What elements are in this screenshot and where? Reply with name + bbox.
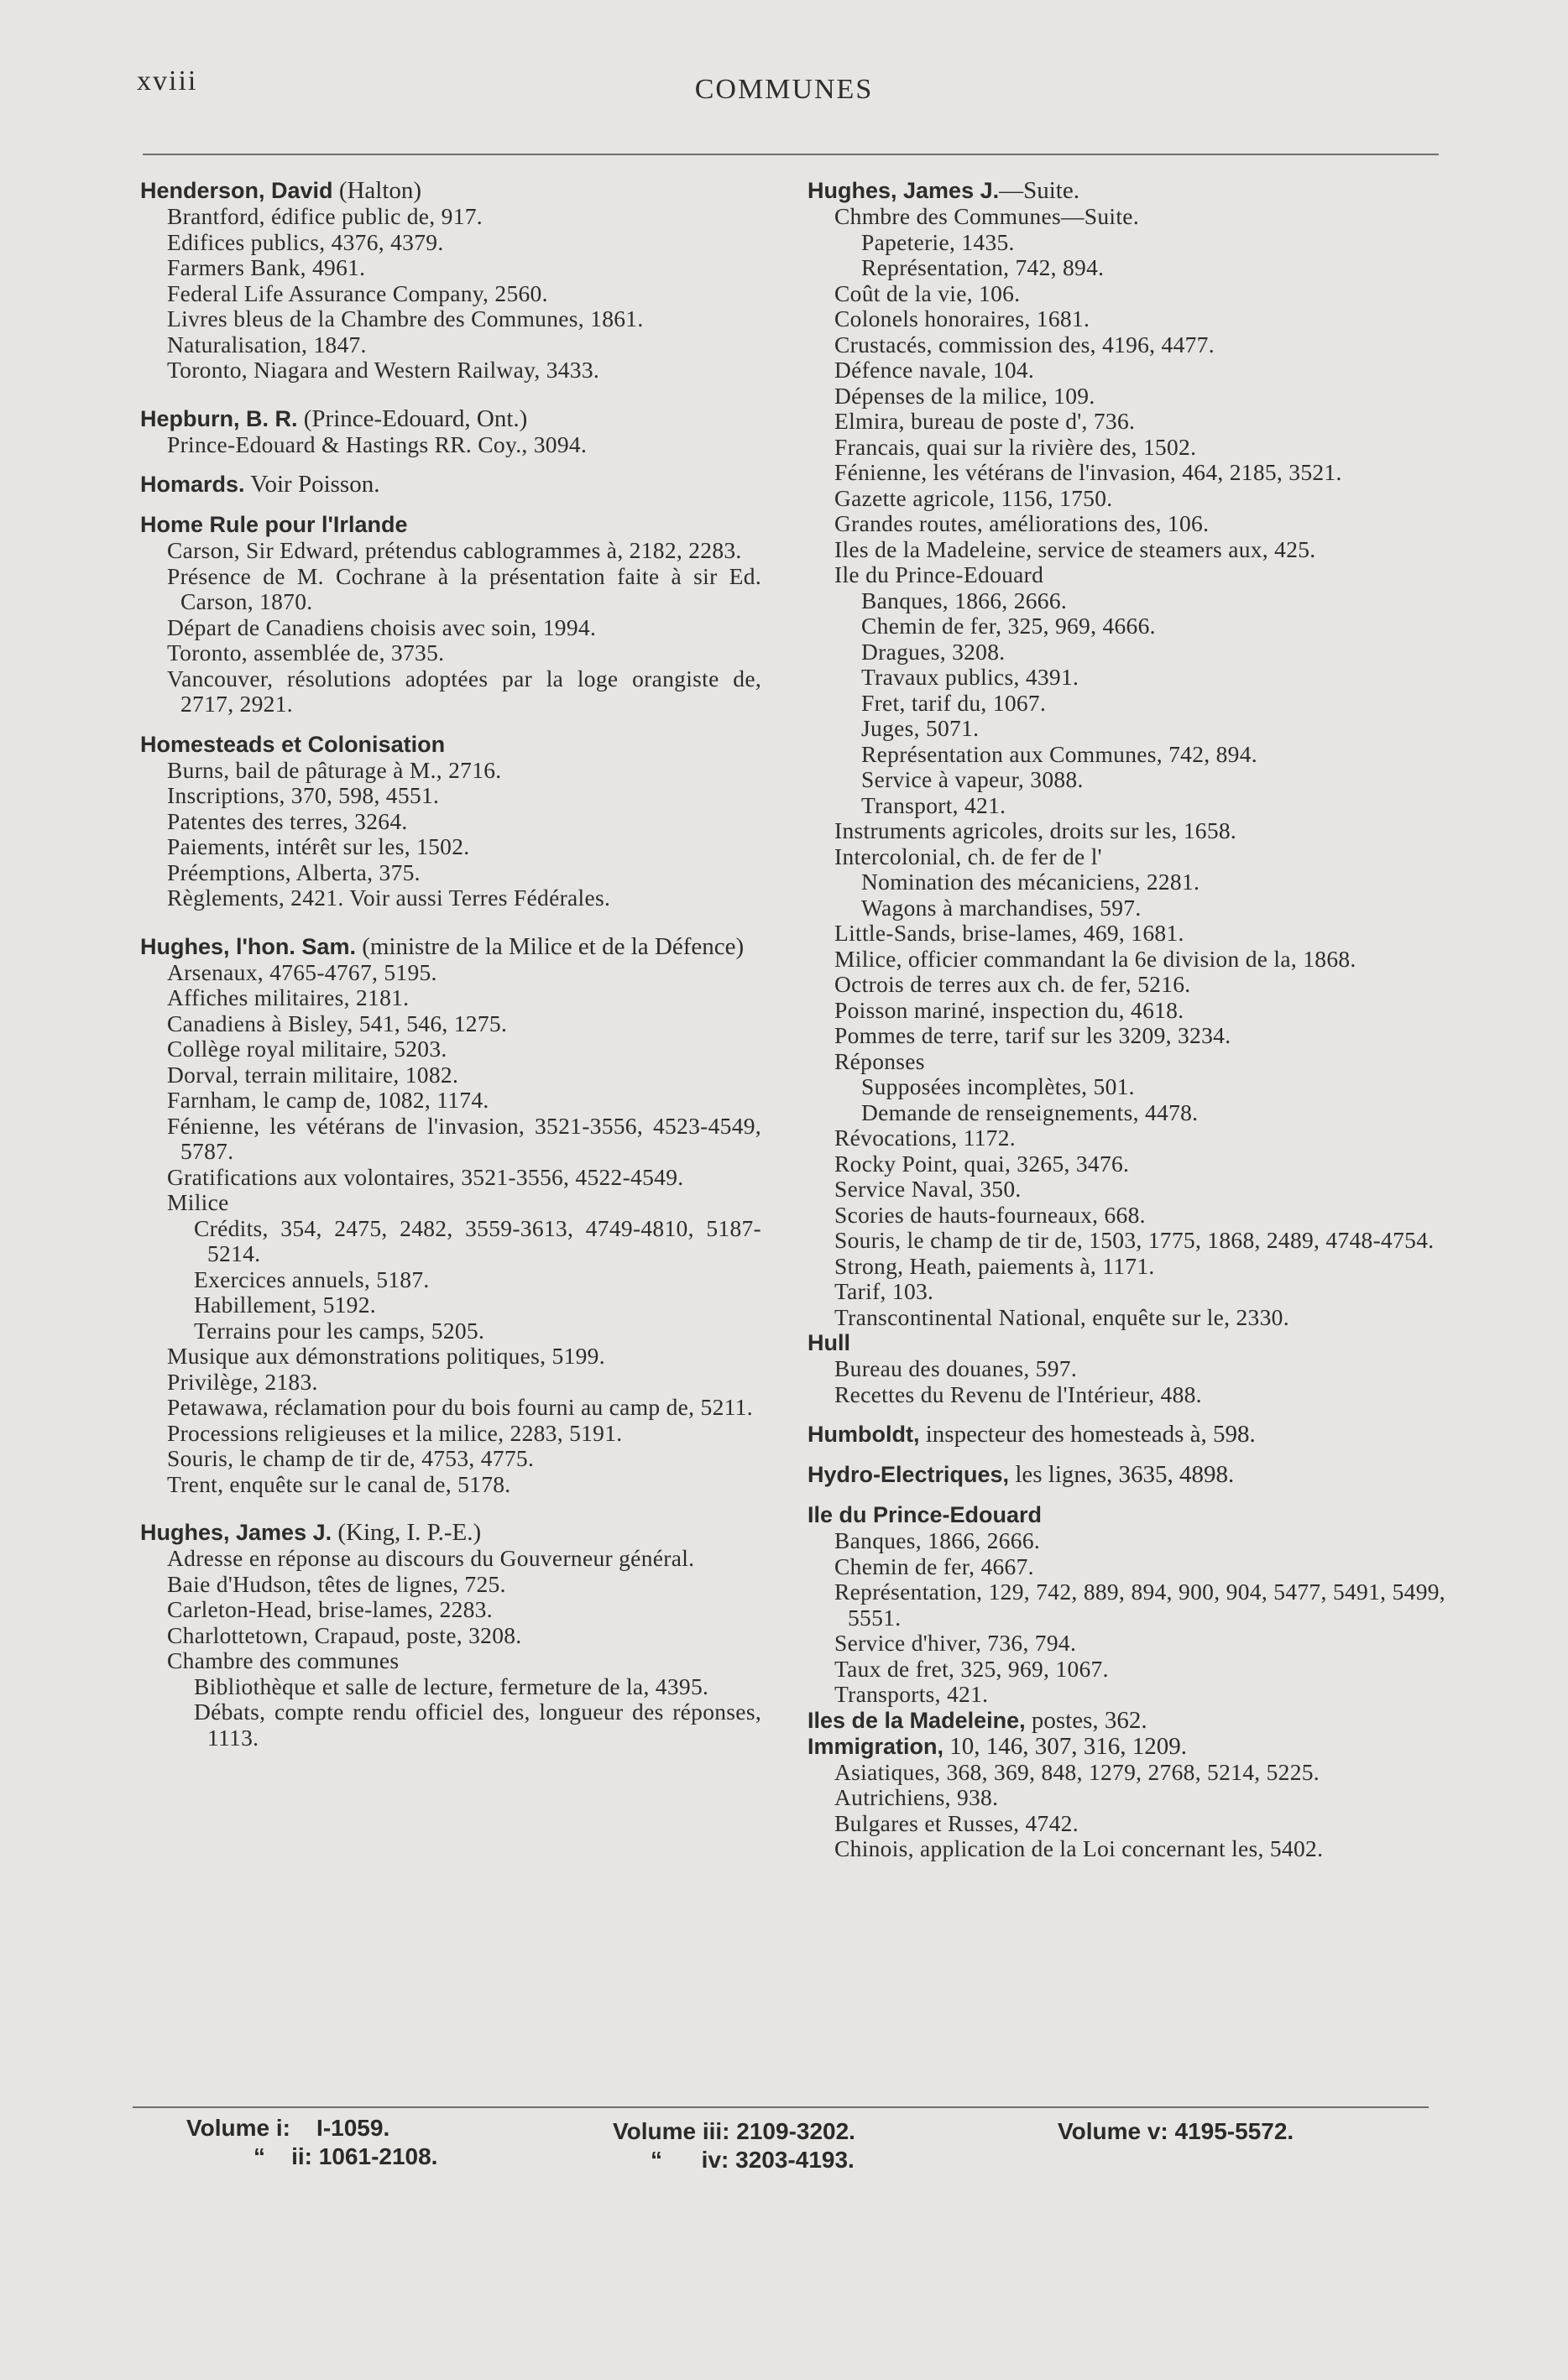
entry-qualifier: postes, 362. <box>1025 1706 1147 1734</box>
index-subentry: Collège royal militaire, 5203. <box>167 1036 447 1062</box>
index-subentry: Octrois de terres aux ch. de fer, 5216. <box>834 971 1191 997</box>
index-entry <box>808 178 1445 1330</box>
index-subentry: Habillement, 5192. <box>194 1292 376 1318</box>
index-subentry: Inscriptions, 370, 598, 4551. <box>167 782 440 808</box>
index-subentry: Prince-Edouard & Hastings RR. Coy., 3094. <box>167 431 588 457</box>
index-subentry: Federal Life Assurance Company, 2560. <box>167 279 548 306</box>
index-entry <box>808 1734 1445 1862</box>
index-subentry: Transport, 421. <box>861 791 1006 818</box>
entry-heading <box>140 406 761 432</box>
entry-heading <box>808 1734 1445 1760</box>
index-subentry: Affiches militaires, 2181. <box>167 984 410 1010</box>
index-subentry: Tarif, 103. <box>834 1278 934 1304</box>
entry-qualifier: inspecteur des homesteads à, 598. <box>919 1421 1256 1448</box>
entry-qualifier: (Halton) <box>332 177 422 204</box>
index-subentry: Réponses <box>834 1047 925 1074</box>
index-entry <box>140 406 761 458</box>
index-subentry: Instruments agricoles, droits sur les, 1658. <box>834 817 1237 843</box>
index-subentry: Terrains pour les camps, 5205. <box>194 1317 485 1344</box>
entry-heading <box>808 1462 1445 1488</box>
entry-heading <box>808 1422 1445 1448</box>
entry-headword: Home Rule pour l'Irlande <box>140 512 408 537</box>
entry-qualifier: (Prince-Edouard, Ont.) <box>297 404 528 432</box>
index-subentry: Travaux publics, 4391. <box>861 664 1079 690</box>
index-subentry: Toronto, assemblée de, 3735. <box>167 639 445 665</box>
index-subentry: Colonels honoraires, 1681. <box>834 305 1090 331</box>
index-subentry: Chmbre des Communes—Suite. <box>834 203 1139 229</box>
index-subentry: Bureau des douanes, 597. <box>834 1355 1078 1381</box>
index-subentry: Banques, 1866, 2666. <box>861 587 1068 613</box>
index-subentry: Papeterie, 1435. <box>861 228 1015 255</box>
entry-headword: Immigration, <box>808 1733 944 1759</box>
index-subentry: Bulgares et Russes, 4742. <box>834 1809 1079 1836</box>
volume-iii: Volume iii: 2109-3202. <box>613 2118 855 2144</box>
volume-iv: “ iv: 3203-4193. <box>651 2147 855 2173</box>
index-subentry: Scories de hauts-fourneaux, 668. <box>834 1201 1146 1228</box>
index-subentry: Départ de Canadiens choisis avec soin, 1994. <box>167 613 597 640</box>
index-subentry: Fénienne, les vétérans de l'invasion, 3521-3556, 4523-4549, 5787. <box>167 1112 761 1164</box>
index-subentry: Wagons à marchandises, 597. <box>861 894 1142 921</box>
index-subentry: Débats, compte rendu officiel des, longueur des réponses, 1113. <box>194 1699 761 1751</box>
index-subentry: Iles de la Madeleine, service de steamers aux, 425. <box>834 535 1316 562</box>
index-subentry: Représentation, 742, 894. <box>861 254 1105 280</box>
index-subentry: Représentation aux Communes, 742, 894. <box>861 740 1257 767</box>
index-subentry: Arsenaux, 4765-4767, 5195. <box>167 958 437 985</box>
index-subentry: Gratifications aux volontaires, 3521-3556, 4522-4549. <box>167 1163 684 1190</box>
index-subentry: Révocations, 1172. <box>834 1125 1016 1151</box>
index-subentry: Préemptions, Alberta, 375. <box>167 859 421 885</box>
entry-headword: Hughes, l'hon. Sam. <box>140 933 356 959</box>
index-subentry: Brantford, édifice public de, 917. <box>167 203 483 229</box>
index-subentry: Intercolonial, ch. de fer de l' <box>834 843 1102 869</box>
entry-heading <box>808 178 1445 204</box>
index-subentry: Dépenses de la milice, 109. <box>834 382 1095 409</box>
entry-qualifier: (King, I. P.-E.) <box>332 1519 482 1546</box>
page-number: xviii <box>137 65 198 97</box>
entry-headword: Hughes, James J. <box>140 1520 332 1545</box>
entry-headword: Homards. <box>140 472 245 497</box>
index-entry <box>140 512 761 718</box>
index-subentry: Carleton-Head, brise-lames, 2283. <box>167 1596 493 1622</box>
index-subentry: Burns, bail de pâturage à M., 2716. <box>167 756 502 783</box>
volume-v: Volume v: 4195-5572. <box>1058 2118 1294 2144</box>
entry-heading <box>808 1708 1445 1734</box>
index-subentry: Fret, tarif du, 1067. <box>861 689 1047 716</box>
index-subentry: Ile du Prince-Edouard <box>834 561 1044 587</box>
index-subentry: Souris, le champ de tir de, 1503, 1775, 1868, 2489, 4748-4754. <box>834 1227 1435 1253</box>
index-entry <box>140 472 761 498</box>
index-column-right <box>808 178 1445 1862</box>
entry-heading <box>808 1330 1445 1356</box>
index-subentry: Adresse en réponse au discours du Gouverneur général. <box>167 1545 695 1571</box>
entry-heading <box>140 732 761 758</box>
index-subentry: Nomination des mécaniciens, 2281. <box>861 869 1200 895</box>
index-subentry: Charlottetown, Crapaud, poste, 3208. <box>167 1621 522 1648</box>
index-subentry: Dragues, 3208. <box>861 638 1006 665</box>
entry-headword: Henderson, David <box>140 178 333 203</box>
index-subentry: Chemin de fer, 4667. <box>834 1553 1034 1579</box>
entry-heading <box>140 1520 761 1546</box>
entry-headword: Ile du Prince-Edouard <box>808 1502 1043 1527</box>
index-subentry: Supposées incomplètes, 501. <box>861 1073 1135 1099</box>
entry-heading <box>140 934 761 960</box>
index-entry <box>140 934 761 1498</box>
index-subentry: Souris, le champ de tir de, 4753, 4775. <box>167 1445 535 1471</box>
index-subentry: Représentation, 129, 742, 889, 894, 900, 904, 5477, 5491, 5499, 5551. <box>834 1579 1445 1631</box>
index-subentry: Petawawa, réclamation pour du bois fourni au camp de, 5211. <box>167 1394 753 1420</box>
index-subentry: Elmira, bureau de poste d', 736. <box>834 408 1136 434</box>
index-subentry: Musique aux démonstrations politiques, 5199. <box>167 1343 605 1369</box>
index-subentry: Strong, Heath, paiements à, 1171. <box>834 1252 1155 1279</box>
index-subentry: Exercices annuels, 5187. <box>194 1266 430 1292</box>
index-subentry: Francais, quai sur la rivière des, 1502. <box>834 433 1197 460</box>
index-subentry: Farnham, le camp de, 1082, 1174. <box>167 1087 489 1113</box>
index-subentry: Chemin de fer, 325, 969, 4666. <box>861 613 1156 639</box>
index-subentry: Naturalisation, 1847. <box>167 331 367 358</box>
entry-headword: Humboldt, <box>808 1422 920 1447</box>
header-rule <box>143 154 1439 155</box>
index-subentry: Chinois, application de la Loi concernant les, 5402. <box>834 1835 1324 1861</box>
index-subentry: Défence navale, 104. <box>834 357 1035 383</box>
index-subentry: Gazette agricole, 1156, 1750. <box>834 484 1113 511</box>
index-subentry: Présence de M. Cochrane à la présentation faite à sir Ed. Carson, 1870. <box>167 562 761 614</box>
index-subentry: Pommes de terre, tarif sur les 3209, 3234. <box>834 1022 1231 1048</box>
index-entry <box>140 1520 761 1751</box>
entry-qualifier: les lignes, 3635, 4898. <box>1009 1461 1235 1488</box>
footer-rule <box>133 2106 1429 2108</box>
index-subentry: Dorval, terrain militaire, 1082. <box>167 1061 459 1088</box>
index-subentry: Juges, 5071. <box>861 715 980 741</box>
index-entry <box>140 178 761 384</box>
entry-heading <box>140 512 761 538</box>
entry-headword: Hull <box>808 1330 850 1355</box>
entry-heading <box>808 1502 1445 1528</box>
index-subentry: Fénienne, les vétérans de l'invasion, 464, 2185, 3521. <box>834 459 1342 485</box>
index-entry <box>808 1422 1445 1448</box>
entry-headword: Hepburn, B. R. <box>140 405 298 431</box>
index-subentry: Carson, Sir Edward, prétendus cablogrammes à, 2182, 2283. <box>167 537 742 563</box>
index-subentry: Canadiens à Bisley, 541, 546, 1275. <box>167 1010 508 1036</box>
index-subentry: Crustacés, commission des, 4196, 4477. <box>834 331 1215 358</box>
index-subentry: Transports, 421. <box>834 1681 989 1707</box>
index-subentry: Crédits, 354, 2475, 2482, 3559-3613, 4749-4810, 5187-5214. <box>194 1214 761 1266</box>
index-subentry: Transcontinental National, enquête sur le, 2330. <box>834 1303 1289 1330</box>
entry-qualifier: Voir Poisson. <box>244 471 380 498</box>
index-subentry: Little-Sands, brise-lames, 469, 1681. <box>834 920 1184 946</box>
index-subentry: Privilège, 2183. <box>167 1368 318 1395</box>
index-subentry: Baie d'Hudson, têtes de lignes, 725. <box>167 1570 506 1597</box>
index-subentry: Livres bleus de la Chambre des Communes, 1861. <box>167 305 644 331</box>
index-subentry: Processions religieuses et la milice, 2283, 5191. <box>167 1419 623 1446</box>
entry-headword: Hughes, James J. <box>808 178 1000 203</box>
index-subentry: Rocky Point, quai, 3265, 3476. <box>834 1150 1130 1177</box>
index-subentry: Autrichiens, 938. <box>834 1784 999 1810</box>
index-subentry: Banques, 1866, 2666. <box>834 1527 1041 1553</box>
index-subentry: Recettes du Revenu de l'Intérieur, 488. <box>834 1381 1202 1407</box>
index-subentry: Asiatiques, 368, 369, 848, 1279, 2768, 5214, 5225. <box>834 1758 1320 1785</box>
index-subentry: Grandes routes, améliorations des, 106. <box>834 510 1210 536</box>
index-subentry: Trent, enquête sur le canal de, 5178. <box>167 1470 511 1497</box>
entry-heading <box>140 178 761 204</box>
entry-qualifier: (ministre de la Milice et de la Défence) <box>355 932 745 960</box>
entry-headword: Homesteads et Colonisation <box>140 731 446 757</box>
index-subentry: Règlements, 2421. Voir aussi Terres Fédérales. <box>167 885 611 911</box>
index-entry <box>808 1462 1445 1488</box>
index-entry <box>140 732 761 911</box>
index-entry <box>808 1502 1445 1708</box>
entry-headword: Iles de la Madeleine, <box>808 1707 1026 1733</box>
index-subentry: Paiements, intérêt sur les, 1502. <box>167 833 470 859</box>
index-subentry: Bibliothèque et salle de lecture, fermeture de la, 4395. <box>194 1673 709 1699</box>
index-subentry: Edifices publics, 4376, 4379. <box>167 228 444 255</box>
index-subentry: Milice <box>167 1189 229 1215</box>
index-column-left <box>140 178 761 1751</box>
index-entry <box>808 1708 1445 1734</box>
index-subentry: Toronto, Niagara and Western Railway, 3433. <box>167 357 600 383</box>
index-subentry: Coût de la vie, 106. <box>834 279 1021 306</box>
index-subentry: Service Naval, 350. <box>834 1176 1022 1202</box>
volume-i: Volume i: I-1059. <box>186 2115 390 2141</box>
index-subentry: Chambre des communes <box>167 1647 400 1673</box>
entry-qualifier: 10, 146, 307, 316, 1209. <box>943 1732 1188 1760</box>
index-subentry: Farmers Bank, 4961. <box>167 254 366 280</box>
running-title: COMMUNES <box>694 74 874 105</box>
index-subentry: Vancouver, résolutions adoptées par la loge orangiste de, 2717, 2921. <box>167 665 761 717</box>
index-subentry: Service à vapeur, 3088. <box>861 766 1084 792</box>
entry-headword: Hydro-Electriques, <box>808 1462 1010 1487</box>
index-subentry: Demande de renseignements, 4478. <box>861 1099 1199 1125</box>
index-subentry: Patentes des terres, 3264. <box>167 807 408 834</box>
index-subentry: Taux de fret, 325, 969, 1067. <box>834 1655 1109 1682</box>
index-entry <box>808 1330 1445 1407</box>
index-subentry: Service d'hiver, 736, 794. <box>834 1630 1077 1656</box>
index-subentry: Milice, officier commandant la 6e division de la, 1868. <box>834 945 1356 972</box>
entry-qualifier: —Suite. <box>999 177 1079 204</box>
entry-heading <box>140 472 761 498</box>
volume-ii: “ ii: 1061-2108. <box>253 2143 438 2169</box>
index-subentry: Poisson mariné, inspection du, 4618. <box>834 996 1184 1023</box>
